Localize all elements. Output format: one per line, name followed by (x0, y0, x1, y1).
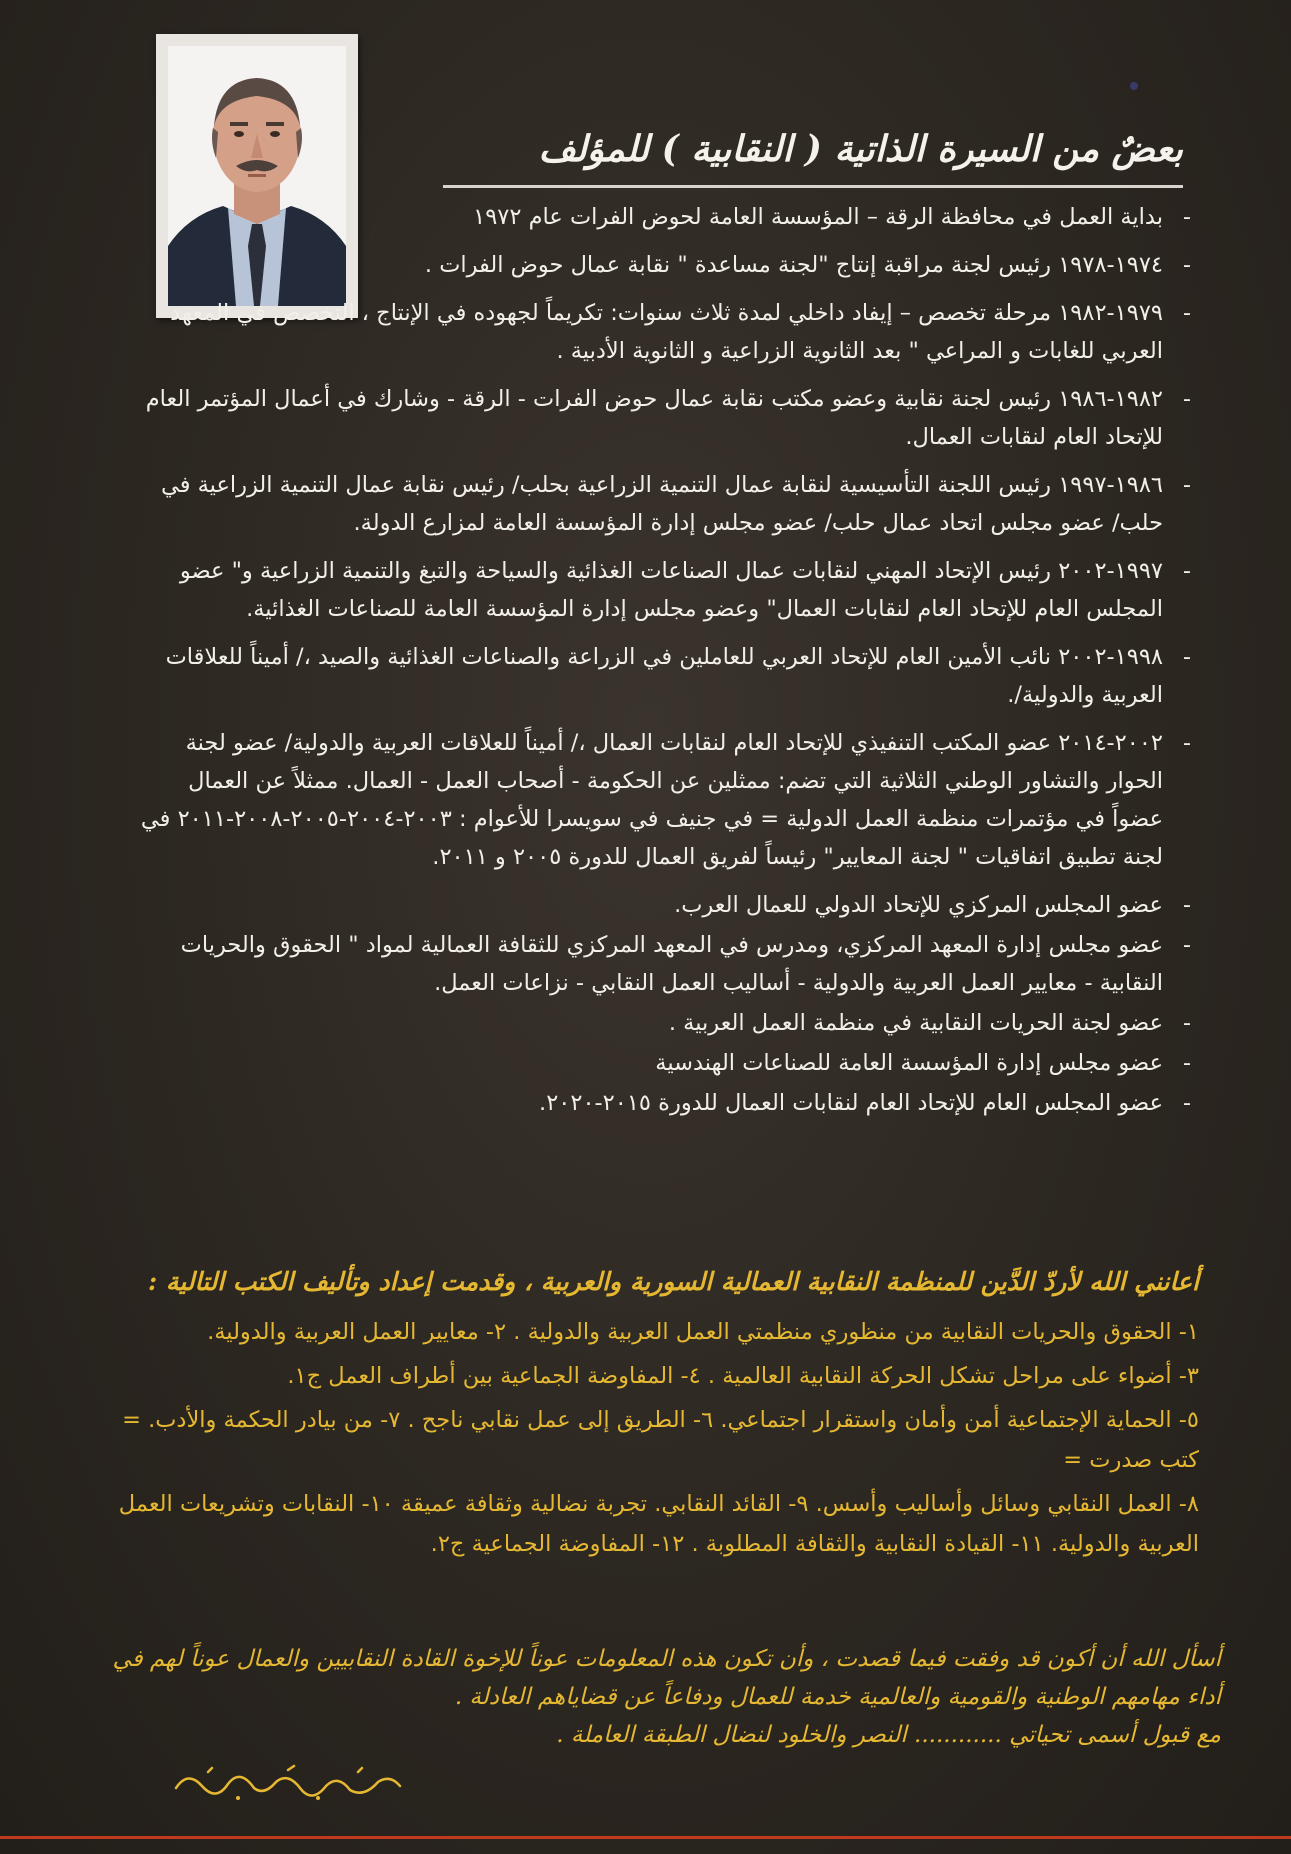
closing-message (81, 1640, 1221, 1754)
closing-salutation: مع قبول أسمى تحياتي ............ النصر والخلود لنضال الطبقة العاملة . (556, 1722, 1221, 1748)
list-item: - عضو مجلس إدارة المعهد المركزي، ومدرس في المعهد المركزي للثقافة العمالية لمواد " الحقوق والحريات النقابية - معايير العمل العربية والدولية - أساليب العمل النقابي - نزاعات العمل. (133, 926, 1193, 1002)
bullet-dash-icon: - (1182, 730, 1191, 756)
books-heading: أعانني الله لأردّ الدَّين للمنظمة النقابية العمالية السورية والعربية ، وقدمت إعداد وتأليف الكتب التالية : (147, 1267, 1199, 1296)
list-item: - عضو مجلس إدارة المؤسسة العامة للصناعات الهندسية (133, 1044, 1193, 1082)
list-item: ٥- الحماية الإجتماعية أمن وأمان واستقرار اجتماعي. ٦- الطريق إلى عمل نقابي ناجح . ٧- من بيادر الحكمة والأدب. = كتب صدرت = (122, 1407, 1199, 1473)
bullet-dash-icon: - (1182, 1050, 1191, 1076)
list-item: - ١٩٩٨-٢٠٠٢ نائب الأمين العام للإتحاد العربي للعاملين في الزراعة والصناعات الغذائية والصيد ،/ أميناً للعلاقات العربية والدولية/. (133, 638, 1193, 714)
list-item: - بداية العمل في محافظة الرقة – المؤسسة العامة لحوض الفرات عام ١٩٧٢ (133, 198, 1193, 236)
closing-paragraph: أسأل الله أن أكون قد وفقت فيما قصدت ، وأن تكون هذه المعلومات عوناً للإخوة القادة النقابيين والعمال عوناً لهم في أداء مهامهم الوطنية والقومية والعالمية خدمة للعمال ودفاعاً عن قضاياهم العادلة . (112, 1646, 1221, 1710)
biography-list (133, 198, 1193, 1124)
bullet-dash-icon: - (1182, 252, 1191, 278)
title-underline (443, 185, 1183, 188)
list-item: - ١٩٨٦-١٩٩٧ رئيس اللجنة التأسيسية لنقابة عمال التنمية الزراعية بحلب/ رئيس نقابة عمال التنمية الزراعية في حلب/ عضو مجلس اتحاد عمال حلب/ عضو مجلس إدارة المؤسسة العامة لمزارع الدولة. (133, 466, 1193, 542)
author-signature-image (168, 1760, 408, 1804)
list-item: - ١٩٧٤-١٩٧٨ رئيس لجنة مراقبة إنتاج "لجنة مساعدة " نقابة عمال حوض الفرات . (133, 246, 1193, 284)
biography-title-block (443, 118, 1183, 188)
list-item: - ١٩٩٧-٢٠٠٢ رئيس الإتحاد المهني لنقابات عمال الصناعات الغذائية والسياحة والتبغ والتنمية الزراعية و" عضو المجلس العام للإتحاد العام لنقابات العمال" وعضو مجلس إدارة المؤسسة العامة للصناعات الغذائية. (133, 552, 1193, 628)
bullet-dash-icon: - (1182, 644, 1191, 670)
bullet-dash-icon: - (1182, 932, 1191, 958)
list-item: ١- الحقوق والحريات النقابية من منظوري منظمتي العمل العربية والدولية . ٢- معايير العمل العربية والدولية. (207, 1319, 1199, 1345)
books-list (89, 1312, 1199, 1568)
decorative-dot (1130, 82, 1138, 90)
list-item: ٣- أضواء على مراحل تشكل الحركة النقابية العالمية . ٤- المفاوضة الجماعية بين أطراف العمل ج١. (287, 1363, 1199, 1389)
list-item: ٨- العمل النقابي وسائل وأساليب وأسس. ٩- القائد النقابي. تجربة نضالية وثقافة عميقة ١٠- النقابات وتشريعات العمل العربية والدولية. ١١- القيادة النقابية والثقافة المطلوبة . ١٢- المفاوضة الجماعية ج٢. (118, 1491, 1199, 1557)
list-item: - ٢٠٠٢-٢٠١٤ عضو المكتب التنفيذي للإتحاد العام لنقابات العمال ،/ أميناً للعلاقات العربية والدولية/ عضو لجنة الحوار والتشاور الوطني الثلاثية التي تضم: ممثلين عن الحكومة - أصحاب العمل - العمال. ممثلاً عن العمال عضواً في مؤتمرات منظمة العمل الدولية = في جنيف في سويسرا للأعوام : ٢٠٠٣-٢٠٠٤-٢٠٠٥-٢٠٠٨-٢٠١١ في لجنة تطبيق اتفاقيات " لجنة المعايير" رئيساً لفريق العمال للدورة ٢٠٠٥ و ٢٠١١. (133, 724, 1193, 876)
bullet-dash-icon: - (1182, 386, 1191, 412)
list-item: - عضو المجلس المركزي للإتحاد الدولي للعمال العرب. (133, 886, 1193, 924)
list-item: - عضو المجلس العام للإتحاد العام لنقابات العمال للدورة ٢٠١٥-٢٠٢٠. (133, 1084, 1193, 1122)
bullet-dash-icon: - (1182, 1090, 1191, 1116)
bullet-dash-icon: - (1182, 892, 1191, 918)
bullet-dash-icon: - (1182, 558, 1191, 584)
list-item: - ١٩٨٢-١٩٨٦ رئيس لجنة نقابية وعضو مكتب نقابة عمال حوض الفرات - الرقة - وشارك في أعمال المؤتمر العام للإتحاد العام لنقابات العمال. (133, 380, 1193, 456)
bottom-red-rule (0, 1836, 1291, 1839)
bullet-dash-icon: - (1182, 1010, 1191, 1036)
page-title: بعضٌ من السيرة الذاتية ( النقابية ) للمؤلف (538, 128, 1183, 170)
bullet-dash-icon: - (1182, 472, 1191, 498)
list-item: - عضو لجنة الحريات النقابية في منظمة العمل العربية . (133, 1004, 1193, 1042)
list-item: - ١٩٧٩-١٩٨٢ مرحلة تخصص – إيفاد داخلي لمدة ثلاث سنوات: تكريماً لجهوده في الإنتاج ، التخصص في المعهد العربي للغابات و المراعي " بعد الثانوية الزراعية و الثانوية الأدبية . (133, 294, 1193, 370)
bullet-dash-icon: - (1182, 300, 1191, 326)
bullet-dash-icon: - (1182, 204, 1191, 230)
